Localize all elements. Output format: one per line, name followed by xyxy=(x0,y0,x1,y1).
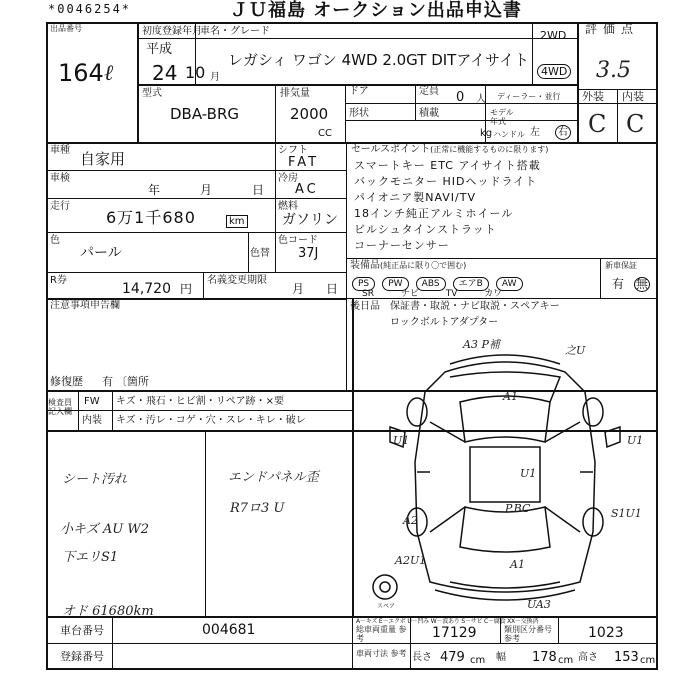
damage-mark: UA3 xyxy=(527,598,551,611)
selling-point-item: スマートキー ETC アイサイト搭載 xyxy=(354,159,541,172)
total-weight: 17129 xyxy=(432,625,477,641)
recycle-label: R券 xyxy=(50,275,67,286)
handwritten-note: 小キズ AU W2 xyxy=(60,522,149,537)
load-unit: kg xyxy=(480,128,493,139)
usage-value: 自家用 xyxy=(80,150,126,168)
registration-label: 初度登録年月 xyxy=(142,26,202,37)
mileage-unit: km xyxy=(226,215,248,228)
equipment-abs: ABS xyxy=(416,277,446,291)
handwritten-note: R7ロ3 U xyxy=(230,501,285,516)
lot-mark: ℓ xyxy=(104,61,114,86)
warranty-yes: 有 xyxy=(612,277,625,291)
aircon-label: 冷房 xyxy=(278,173,298,184)
equipment-navi: ナビ xyxy=(400,289,419,299)
serial-number: *0046254* xyxy=(48,2,132,16)
damage-mark: P.BC xyxy=(505,502,531,515)
shape-label: 形状 xyxy=(349,108,369,119)
handwritten-note: 下エリS1 xyxy=(62,550,119,565)
damage-legend: A－キズ E－エクボ U－凹み W－波あり S－サビ C－腐食 XX－交換済 xyxy=(356,618,539,625)
displacement-unit: CC xyxy=(318,128,332,139)
accessories-line1: 保証書・取説・ナビ取説・スペアキー xyxy=(390,301,560,312)
interior-label: 内装 xyxy=(622,90,644,103)
accessories-label: 後日品 xyxy=(350,301,380,312)
equipment-pw: PW xyxy=(382,277,408,291)
inspector-label: 検査員記入欄 xyxy=(48,398,72,416)
equipment-leather: カワ xyxy=(484,289,503,299)
width-unit: cm xyxy=(558,655,574,666)
inspection-label: 車検 xyxy=(50,173,70,184)
damage-mark: U1 xyxy=(393,434,410,447)
damage-mark: A2 xyxy=(403,514,418,527)
length-unit: cm xyxy=(470,655,486,666)
height-label: 高さ xyxy=(578,652,598,663)
selling-points-list xyxy=(354,158,541,254)
model-code: DBA-BRG xyxy=(170,105,239,123)
class-number: 1023 xyxy=(588,625,624,641)
total-weight-label: 総車両重量 参考 xyxy=(356,625,407,643)
recycle-unit: 円 xyxy=(180,282,193,296)
displacement-value: 2000 xyxy=(290,105,329,123)
damage-mark: A3 P補 xyxy=(463,338,500,351)
displacement-label: 排気量 xyxy=(280,88,310,99)
equipment-sr: SR xyxy=(362,289,374,299)
class-label: 類別区分番号 参考 xyxy=(504,625,552,643)
capacity-label: 定員 xyxy=(419,86,439,97)
lot-number: 164 xyxy=(58,59,104,87)
load-label: 積載 xyxy=(419,108,439,119)
handwritten-note: エンドパネル歪 xyxy=(228,470,319,485)
capacity-unit: 人 xyxy=(476,94,486,105)
warranty-label: 新車保証 xyxy=(605,261,637,270)
usage-label: 車種 xyxy=(50,145,70,156)
model-year-label: モデル年式 xyxy=(490,108,514,126)
equipment-label: 装備品(純正品に限り〇で囲む) xyxy=(350,260,467,271)
damage-mark: A2U1 xyxy=(395,554,427,567)
repair-value: 有 xyxy=(102,375,113,388)
selling-point-item: ビルシュタインストラット xyxy=(354,223,497,236)
equipment-row-bottom xyxy=(362,286,502,299)
drive-2wd: 2WD xyxy=(540,29,567,42)
accessories-line2: ロックボルトアダプター xyxy=(390,317,499,328)
mileage-value: 6万1千680 xyxy=(106,208,196,227)
color-code: 37J xyxy=(298,246,319,261)
color-value: パール xyxy=(80,245,122,261)
aircon-value: AC xyxy=(295,182,319,197)
chassis-label: 車台番号 xyxy=(60,624,104,637)
fuel-label: 燃料 xyxy=(278,201,298,212)
fw-items: キズ・飛石・ヒビ割・リペア跡・×要 xyxy=(116,396,284,407)
length-value: 479 xyxy=(440,650,465,665)
registration-month: 10 xyxy=(185,63,206,82)
tax-day: 日 xyxy=(326,282,339,296)
height-value: 153 xyxy=(614,650,639,665)
registration-year: 24 xyxy=(152,61,178,85)
equipment-airbag: エアB xyxy=(453,277,489,291)
equipment-ps: PS xyxy=(352,277,375,291)
height-unit: cm xyxy=(640,655,656,666)
damage-mark: 之U xyxy=(565,344,586,357)
selling-point-item: コーナーセンサー xyxy=(354,239,450,252)
car-damage-diagram xyxy=(355,332,655,614)
fuel-value: ガソリン xyxy=(282,212,338,228)
warranty-no: 無 xyxy=(636,277,649,291)
handwritten-note: シート汚れ xyxy=(62,472,128,487)
repair-suffix: 〔箇所 xyxy=(116,375,149,388)
handle-right: 右 xyxy=(555,125,571,140)
form-title: ＪＵ福島 オークション出品申込書 xyxy=(230,0,522,21)
damage-mark: A1 xyxy=(503,390,518,403)
interior-insp-items: キズ・汚レ・コゲ・穴・スレ・キレ・破レ xyxy=(116,415,306,426)
exterior-label: 外装 xyxy=(582,90,604,103)
vehicle-name-label: 車名・グレード xyxy=(200,26,270,37)
inspection-month: 月 xyxy=(200,183,213,197)
handle-left: 左 xyxy=(530,127,540,138)
drive-4wd: 4WD xyxy=(537,64,571,79)
grade-label: 評価点 xyxy=(585,22,640,36)
registration-month-unit: 月 xyxy=(210,72,220,83)
damage-mark: A1 xyxy=(510,558,525,571)
color-number-label: 色替 xyxy=(250,248,270,259)
equipment-tv: TV xyxy=(445,289,458,299)
spare-label: スペア xyxy=(377,603,396,610)
registration-number-label: 登録番号 xyxy=(60,650,104,663)
equipment-aw: AW xyxy=(496,277,523,291)
mileage-label: 走行 xyxy=(50,201,70,212)
recycle-value: 14,720 xyxy=(122,281,171,297)
exterior-grade: C xyxy=(588,110,607,138)
handwritten-note: オド 61680km xyxy=(62,604,154,619)
width-value: 178 xyxy=(532,650,557,665)
width-label: 幅 xyxy=(496,652,506,663)
selling-point-item: パイオニア製NAVI/TV xyxy=(354,191,476,204)
handle-label: ハンドル xyxy=(493,130,525,139)
shift-label: シフト xyxy=(278,145,308,156)
notes-label: 注意事項申告欄 xyxy=(50,300,120,311)
selling-point-item: 18インチ純正アルミホイール xyxy=(354,207,514,220)
fw-label: FW xyxy=(84,396,100,407)
door-label: ドア xyxy=(349,86,369,97)
capacity-value: 0 xyxy=(456,90,465,105)
damage-mark: U1 xyxy=(520,467,537,480)
lot-label: 出品番号 xyxy=(50,24,82,33)
tax-month: 月 xyxy=(292,282,305,296)
dealer-label: ディーラー・並行 xyxy=(497,92,561,101)
interior-grade: C xyxy=(626,110,645,138)
model-label: 型式 xyxy=(142,88,162,99)
shift-value: FAT xyxy=(288,155,320,170)
damage-mark: U1 xyxy=(627,434,644,447)
interior-insp-label: 内装 xyxy=(82,415,102,426)
tax-label: 名義変更期限 xyxy=(207,275,267,286)
selling-point-item: バックモニター HIDヘッドライト xyxy=(354,175,538,188)
inspection-year: 年 xyxy=(148,183,161,197)
size-label: 車両寸法 参考 xyxy=(356,649,407,658)
color-label: 色 xyxy=(50,235,60,246)
damage-mark: S1U1 xyxy=(611,507,642,520)
grade-score: 3.5 xyxy=(596,58,631,83)
registration-era: 平成 xyxy=(146,42,173,57)
chassis-number: 004681 xyxy=(202,622,256,638)
color-code-label: 色コード xyxy=(278,235,318,246)
vehicle-name: レガシィ ワゴン 4WD 2.0GT DITアイサイト xyxy=(228,51,529,69)
selling-points-label: セールスポイント(正常に機能するものに限ります) xyxy=(351,144,549,155)
length-label: 長さ xyxy=(412,652,432,663)
repair-label: 修復歴 xyxy=(50,375,83,388)
inspection-day: 日 xyxy=(252,183,265,197)
